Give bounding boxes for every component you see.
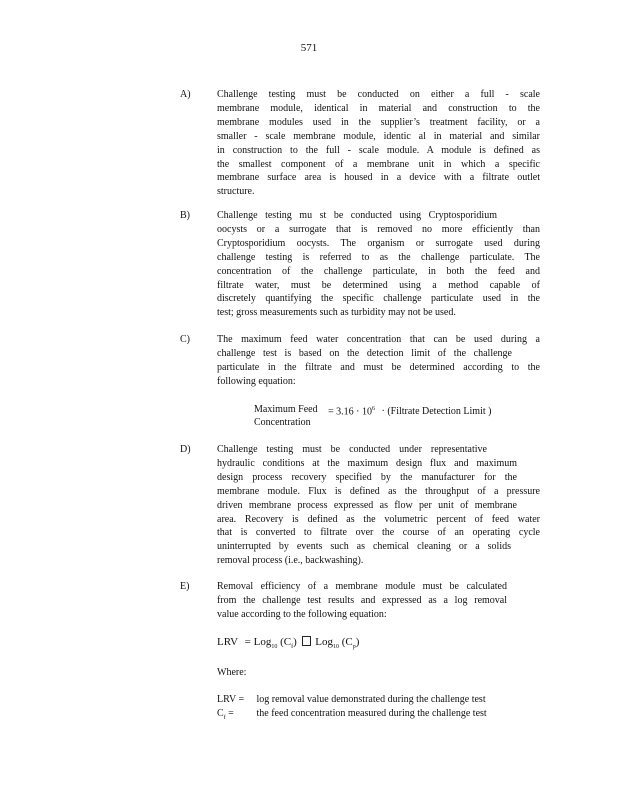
text-line: design process recovery specified by the manufacturer for the [217, 471, 517, 483]
definition-text: the feed concentration measured during the challenge test [256, 708, 487, 719]
equation-factor: = 3.16 · 10 [328, 406, 372, 418]
text-line: oocysts or a surrogate that is removed no more efficiently than [217, 223, 540, 235]
text-line: from the challenge test results and expressed as a log removal [217, 594, 507, 606]
lrv-close2: ) [355, 636, 360, 648]
text-line: Challenge testing must be conducted on either a full - scale [217, 89, 540, 100]
log-base: 10 [271, 644, 278, 651]
term-tail: = [225, 708, 234, 719]
definition-text: log removal value demonstrated during the challenge test [256, 694, 486, 705]
item-body [217, 443, 540, 568]
text-line: following equation: [217, 375, 296, 387]
lrv-open2: (C [341, 636, 353, 648]
term-main: C [217, 708, 224, 719]
equation-tail: · (Filtrate Detection Limit ) [381, 406, 492, 418]
term-subscript: f [223, 715, 226, 721]
permeate-subscript: p [352, 644, 356, 651]
item-letter: C) [180, 334, 190, 345]
text-line: Removal efficiency of a membrane module must be calculated [217, 581, 507, 592]
lrv-equation [217, 636, 359, 650]
lrv-log2: Log [315, 636, 334, 648]
text-line: uninterrupted by events such as chemical cleaning or a solids [217, 541, 511, 553]
text-line: removal process (i.e., backwashing). [217, 555, 364, 567]
text-line: particulate in the filtrate and must be determined according to the [217, 361, 540, 373]
equation-lhs [254, 403, 318, 429]
text-line: area. Recovery is defined as the volumetric percent of feed water [217, 513, 540, 525]
text-line: structure. [217, 186, 255, 198]
text-line: test; gross measurements such as turbidity may not be used. [217, 307, 456, 319]
text-line: concentration of the challenge particulate, in both the feed and [217, 265, 540, 277]
item-body [217, 580, 540, 622]
item-body [217, 88, 540, 199]
log-base: 10 [333, 644, 340, 651]
equation-exponent: 6 [371, 406, 375, 412]
text-line: membrane surface area is housed in a device with a filtrate outlet [217, 172, 540, 184]
text-line: smaller - scale membrane module, identic al in material and similar [217, 130, 540, 142]
item-letter: B) [180, 210, 190, 221]
text-line: challenge test is based on the detection limit of the challenge [217, 347, 512, 359]
definition-cf [217, 708, 487, 721]
equation-lhs-line: Maximum Feed [254, 404, 318, 415]
text-line: discretely quantifying the specific challenge particulate used in the [217, 293, 540, 305]
text-line: membrane module. Flux is defined as the throughput of a pressure [217, 485, 540, 497]
text-line: that is converted to filtrate over the course of an operating cycle [217, 527, 540, 539]
text-line: hydraulic conditions at the maximum design flux and maximum [217, 457, 517, 469]
text-line: Challenge testing mu st be conducted using Cryptosporidium [217, 210, 497, 221]
text-line: driven membrane process expressed as flow per unit of membrane [217, 499, 517, 511]
feed-subscript: f [291, 644, 294, 651]
where-label: Where: [217, 667, 247, 678]
definition-lrv [217, 694, 486, 705]
item-letter: D) [180, 444, 191, 455]
item-letter: E) [180, 581, 190, 592]
lrv-log1: = Log [244, 636, 272, 648]
item-body [217, 209, 540, 320]
item-letter: A) [180, 89, 191, 100]
item-body [217, 333, 540, 389]
lrv-lhs: LRV [217, 636, 238, 648]
text-line: The maximum feed water concentration that can be used during a [217, 334, 540, 345]
text-line: membrane modules used in the supplier’s treatment facility, or a [217, 116, 540, 128]
equation-lhs-line: Concentration [254, 417, 311, 428]
definition-term [217, 708, 254, 721]
text-line: Cryptosporidium oocysts. The organism or surrogate used during [217, 237, 540, 249]
definition-term: LRV = [217, 694, 245, 705]
equation-rhs [328, 403, 491, 418]
text-line: in construction to the full - scale module. A module is defined as [217, 144, 540, 156]
lrv-open1: (C [280, 636, 292, 648]
page-number: 571 [300, 42, 318, 54]
text-line: membrane module, identical in material and construction to the [217, 102, 540, 114]
text-line: the smallest component of a membrane unit in which a specific [217, 158, 540, 170]
text-line: Challenge testing must be conducted under representative [217, 444, 487, 455]
text-line: value according to the following equation: [217, 608, 387, 620]
minus-glyph [302, 636, 311, 646]
text-line: challenge testing is referred to as the challenge particulate. The [217, 251, 540, 263]
lrv-close1: ) [293, 636, 297, 648]
text-line: filtrate water, must be determined using a method capable of [217, 279, 540, 291]
